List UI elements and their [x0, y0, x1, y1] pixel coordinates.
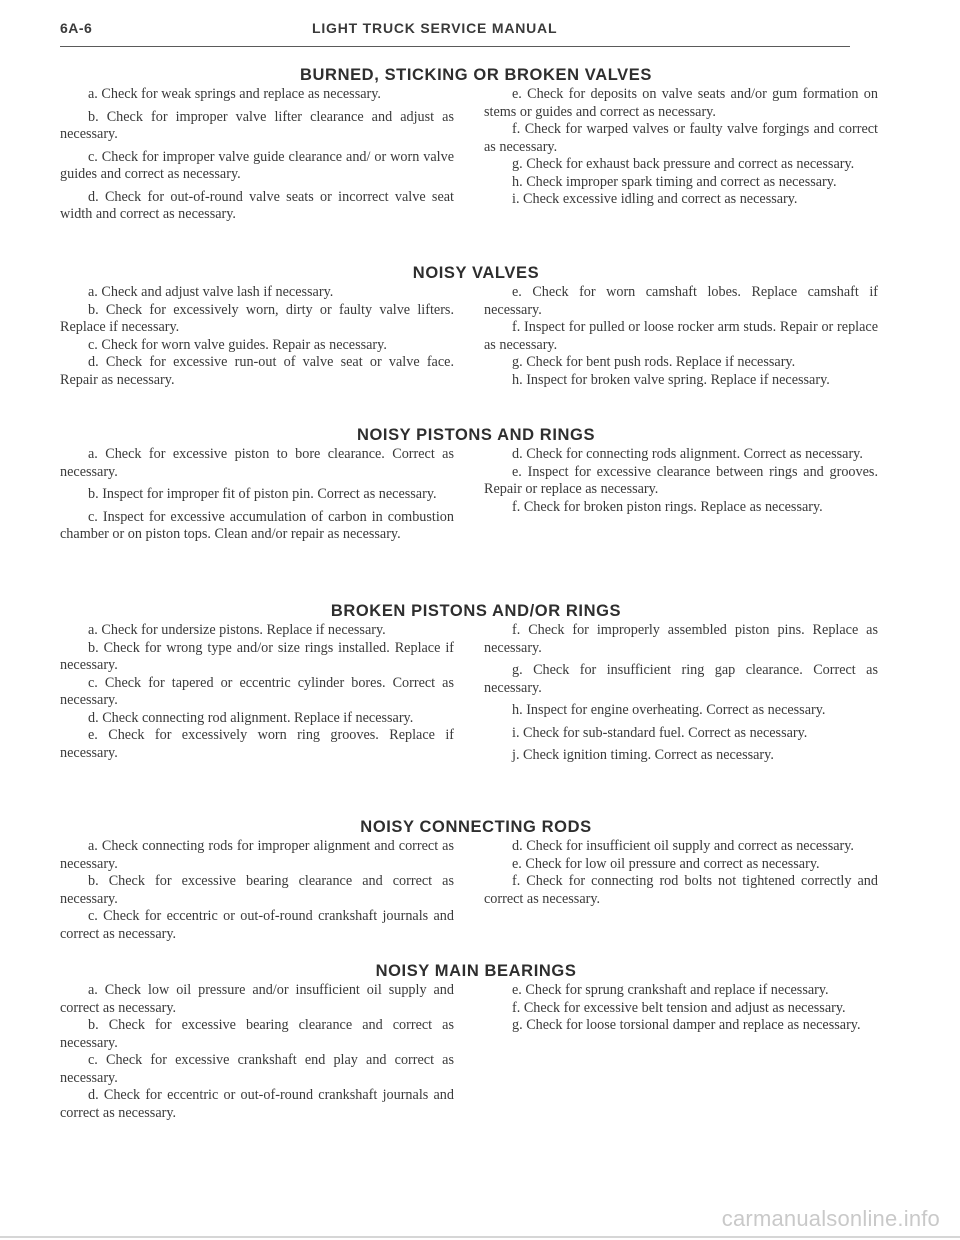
paragraph: f. Inspect for pulled or loose rocker arm studs. Repair or replace as necessary.	[484, 319, 878, 353]
paragraph: b. Inspect for improper fit of piston pin. Correct as necessary.	[88, 486, 437, 502]
paragraph: e. Inspect for excessive clearance between rings and grooves. Repair or replace as necessary.	[484, 463, 878, 497]
paragraph: f. Check for improperly assembled piston pins. Replace as necessary.	[484, 622, 878, 656]
bottom-rule	[0, 1236, 960, 1238]
paragraph: e. Check for excessively worn ring grooves. Replace if necessary.	[60, 727, 454, 761]
section-title: NOISY PISTONS AND RINGS	[356, 426, 596, 444]
page-header	[60, 20, 850, 47]
paragraph: a. Check and adjust valve lash if necessary.	[88, 284, 334, 300]
paragraph: g. Check for insufficient ring gap clearance. Correct as necessary.	[484, 662, 878, 696]
paragraph: d. Check for out-of-round valve seats or incorrect valve seat width and correct as necessary.	[60, 188, 454, 222]
section-broken-pistons-rings	[60, 602, 878, 765]
paragraph: f. Check for excessive belt tension and adjust as necessary.	[512, 999, 846, 1016]
paragraph: e. Check for deposits on valve seats and/or gum formation on stems or guides and correct as necessary.	[484, 86, 878, 120]
paragraph: d. Check for excessive run-out of valve seat or valve face. Repair as necessary.	[60, 354, 454, 388]
right-column	[484, 86, 878, 224]
page-number: 6A-6	[60, 20, 93, 36]
paragraph: f. Check for broken piston rings. Replace as necessary.	[512, 498, 823, 515]
paragraph: a. Check low oil pressure and/or insufficient oil supply and correct as necessary.	[60, 982, 454, 1016]
paragraph: b. Check for excessively worn, dirty or faulty valve lifters. Replace if necessary.	[60, 301, 454, 335]
paragraph: f. Check for warped valves or faulty valve forgings and correct as necessary.	[484, 121, 878, 155]
left-column	[60, 446, 454, 544]
paragraph: d. Check connecting rod alignment. Replace if necessary.	[88, 709, 414, 726]
paragraph: c. Inspect for excessive accumulation of carbon in combustion chamber or on piston tops. Clean and/or repair as necessary.	[60, 508, 454, 542]
section-noisy-main-bearings	[60, 962, 878, 1122]
right-column	[484, 284, 878, 389]
paragraph: j. Check ignition timing. Correct as necessary.	[512, 747, 774, 763]
paragraph: h. Inspect for broken valve spring. Replace if necessary.	[512, 371, 830, 388]
section-noisy-valves	[60, 264, 878, 389]
left-column	[60, 284, 454, 389]
section-burned-valves	[60, 66, 878, 224]
left-column	[60, 622, 454, 765]
section-title: BROKEN PISTONS AND/OR RINGS	[330, 602, 622, 620]
paragraph: d. Check for insufficient oil supply and correct as necessary.	[512, 838, 854, 854]
paragraph: b. Check for wrong type and/or size rings installed. Replace if necessary.	[60, 639, 454, 673]
section-title: NOISY MAIN BEARINGS	[375, 962, 577, 980]
paragraph: a. Check for weak springs and replace as necessary.	[88, 86, 381, 102]
manual-title: LIGHT TRUCK SERVICE MANUAL	[312, 20, 558, 36]
paragraph: b. Check for excessive bearing clearance and correct as necessary.	[60, 1017, 454, 1051]
paragraph: g. Check for bent push rods. Replace if necessary.	[512, 354, 796, 370]
paragraph: c. Check for improper valve guide clearance and/ or worn valve guides and correct as necessary.	[60, 148, 454, 182]
paragraph: a. Check for undersize pistons. Replace if necessary.	[88, 622, 386, 638]
paragraph: i. Check excessive idling and correct as necessary.	[512, 191, 798, 207]
paragraph: c. Check for tapered or eccentric cylinder bores. Correct as necessary.	[60, 674, 454, 708]
watermark: carmanualsonline.info	[721, 1206, 940, 1231]
paragraph: c. Check for eccentric or out-of-round crankshaft journals and correct as necessary.	[60, 908, 454, 942]
section-title: NOISY VALVES	[412, 264, 540, 282]
left-column	[60, 86, 454, 224]
left-column	[60, 982, 454, 1122]
section-title: BURNED, STICKING OR BROKEN VALVES	[300, 66, 652, 84]
paragraph: a. Check connecting rods for improper alignment and correct as necessary.	[60, 838, 454, 872]
right-column	[484, 446, 878, 544]
right-column	[484, 622, 878, 765]
paragraph: a. Check for excessive piston to bore clearance. Correct as necessary.	[60, 446, 454, 480]
paragraph: c. Check for worn valve guides. Repair as necessary.	[88, 336, 387, 353]
paragraph: d. Check for connecting rods alignment. Correct as necessary.	[512, 446, 863, 462]
paragraph: i. Check for sub-standard fuel. Correct as necessary.	[512, 724, 808, 741]
section-noisy-pistons-rings	[60, 426, 878, 544]
section-title: NOISY CONNECTING RODS	[360, 818, 592, 836]
paragraph: h. Inspect for engine overheating. Correct as necessary.	[512, 702, 826, 718]
left-column	[60, 838, 454, 943]
paragraph: g. Check for loose torsional damper and replace as necessary.	[512, 1017, 861, 1033]
paragraph: d. Check for eccentric or out-of-round crankshaft journals and correct as necessary.	[60, 1087, 454, 1121]
right-column	[484, 982, 878, 1122]
paragraph: b. Check for excessive bearing clearance and correct as necessary.	[60, 873, 454, 907]
section-noisy-connecting-rods	[60, 818, 878, 943]
paragraph: c. Check for excessive crankshaft end play and correct as necessary.	[60, 1052, 454, 1086]
paragraph: e. Check for worn camshaft lobes. Replace camshaft if necessary.	[484, 284, 878, 318]
paragraph: f. Check for connecting rod bolts not tightened correctly and correct as necessary.	[484, 873, 878, 907]
right-column	[484, 838, 878, 943]
paragraph: b. Check for improper valve lifter clearance and adjust as necessary.	[60, 108, 454, 142]
paragraph: e. Check for low oil pressure and correct as necessary.	[512, 855, 820, 872]
paragraph: h. Check improper spark timing and correct as necessary.	[512, 173, 837, 190]
paragraph: g. Check for exhaust back pressure and correct as necessary.	[512, 156, 855, 172]
paragraph: e. Check for sprung crankshaft and replace if necessary.	[512, 982, 829, 998]
